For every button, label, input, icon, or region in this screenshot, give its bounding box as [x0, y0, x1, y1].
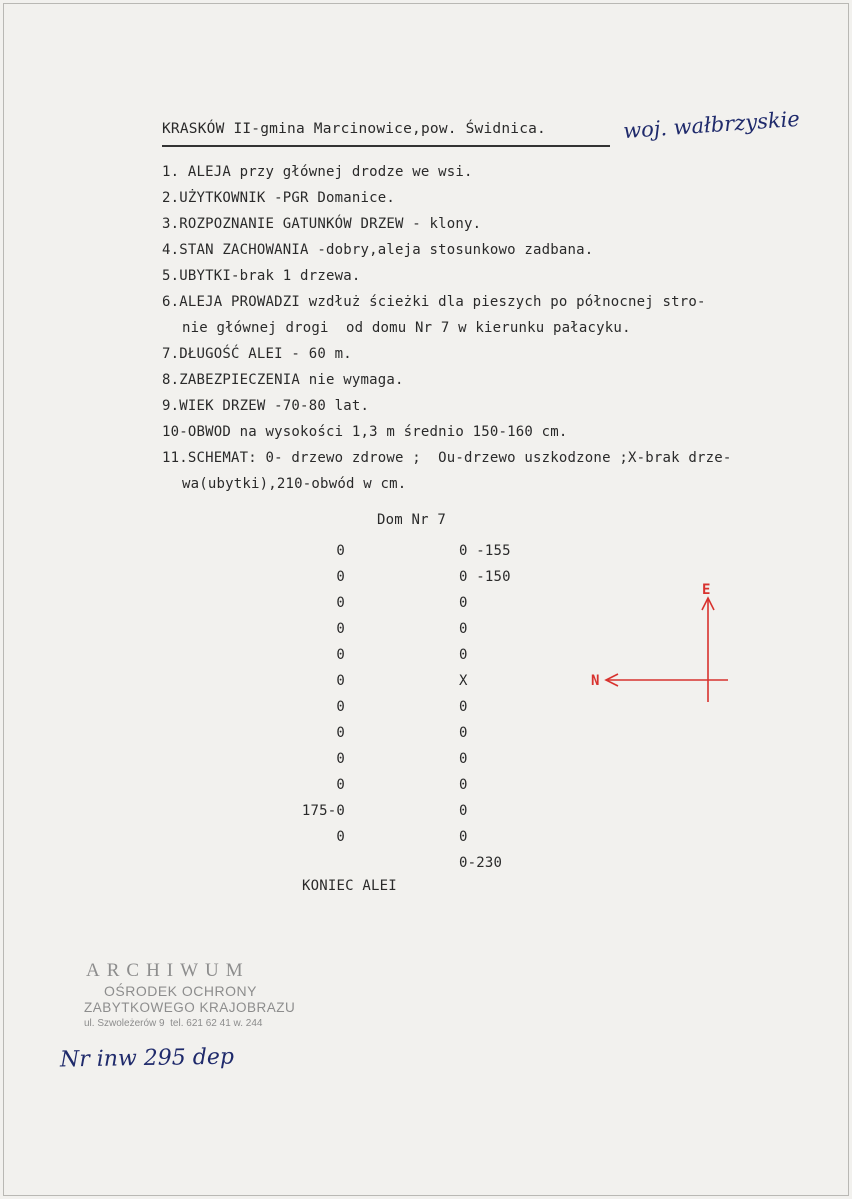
item-1: 1. ALEJA przy głównej drodze we wsi.	[162, 164, 473, 180]
tree-right: 0	[459, 699, 468, 715]
tree-left: 0	[336, 647, 345, 663]
tree-left: 0	[336, 543, 345, 559]
tree-right: 0	[459, 725, 468, 741]
schema-start-label: Dom Nr 7	[377, 512, 447, 528]
compass-diagram	[580, 570, 740, 720]
tree-left: 0	[336, 595, 345, 611]
handwritten-region-note: woj. wałbrzyskie	[622, 106, 801, 144]
title-underline	[162, 145, 610, 147]
item-2: 2.UŻYTKOWNIK -PGR Domanice.	[162, 190, 395, 206]
item-6: 6.ALEJA PROWADZI wzdłuż ścieżki dla pieszych po północnej stro-	[162, 294, 706, 310]
tree-right-missing: X	[459, 673, 468, 689]
item-8: 8.ZABEZPIECZENIA nie wymaga.	[162, 372, 404, 388]
tree-right: 0	[459, 829, 468, 845]
stamp-address-line: ul. Szwoleżerów 9 tel. 621 62 41 w. 244	[84, 1018, 263, 1029]
item-11: 11.SCHEMAT: 0- drzewo zdrowe ; Ou-drzewo uszkodzone ;X-brak drze-	[162, 450, 732, 466]
item-9: 9.WIEK DRZEW -70-80 lat.	[162, 398, 370, 414]
tree-left: 0	[336, 725, 345, 741]
tree-right: 0 -150	[459, 569, 511, 585]
stamp-institution-line-2: ZABYTKOWEGO KRAJOBRAZU	[84, 1000, 296, 1015]
tree-left: 0	[336, 829, 345, 845]
tree-left: 175-0	[301, 803, 345, 819]
item-3: 3.ROZPOZNANIE GATUNKÓW DRZEW - klony.	[162, 216, 482, 232]
handwritten-inventory-number: Nr inw 295 dep	[59, 1044, 235, 1073]
tree-left: 0	[336, 569, 345, 585]
tree-left: 0	[336, 699, 345, 715]
document-title: KRASKÓW II-gmina Marcinowice,pow. Świdnica.	[162, 121, 546, 137]
compass-north-label: N	[591, 673, 600, 689]
tree-left: 0	[336, 621, 345, 637]
tree-left: 0	[336, 777, 345, 793]
tree-left: 0	[336, 751, 345, 767]
tree-right: 0-230	[459, 855, 503, 871]
tree-right: 0	[459, 751, 468, 767]
tree-right: 0	[459, 621, 468, 637]
stamp-archive-line: ARCHIWUM	[86, 960, 250, 981]
item-6-continued: nie głównej drogi od domu Nr 7 w kierunku pałacyku.	[182, 320, 631, 336]
tree-right: 0	[459, 595, 468, 611]
compass-east-label: E	[702, 582, 711, 598]
item-4: 4.STAN ZACHOWANIA -dobry,aleja stosunkowo zadbana.	[162, 242, 594, 258]
tree-right: 0	[459, 647, 468, 663]
item-10: 10-OBWOD na wysokości 1,3 m średnio 150-160 cm.	[162, 424, 568, 440]
stamp-institution-line: OŚRODEK OCHRONY	[104, 983, 257, 999]
item-7: 7.DŁUGOŚĆ ALEI - 60 m.	[162, 346, 352, 362]
tree-right: 0	[459, 777, 468, 793]
tree-left: 0	[336, 673, 345, 689]
tree-right: 0 -155	[459, 543, 511, 559]
tree-right: 0	[459, 803, 468, 819]
schema-end-label: KONIEC ALEI	[302, 878, 397, 894]
item-5: 5.UBYTKI-brak 1 drzewa.	[162, 268, 361, 284]
item-11-continued: wa(ubytki),210-obwód w cm.	[182, 476, 407, 492]
